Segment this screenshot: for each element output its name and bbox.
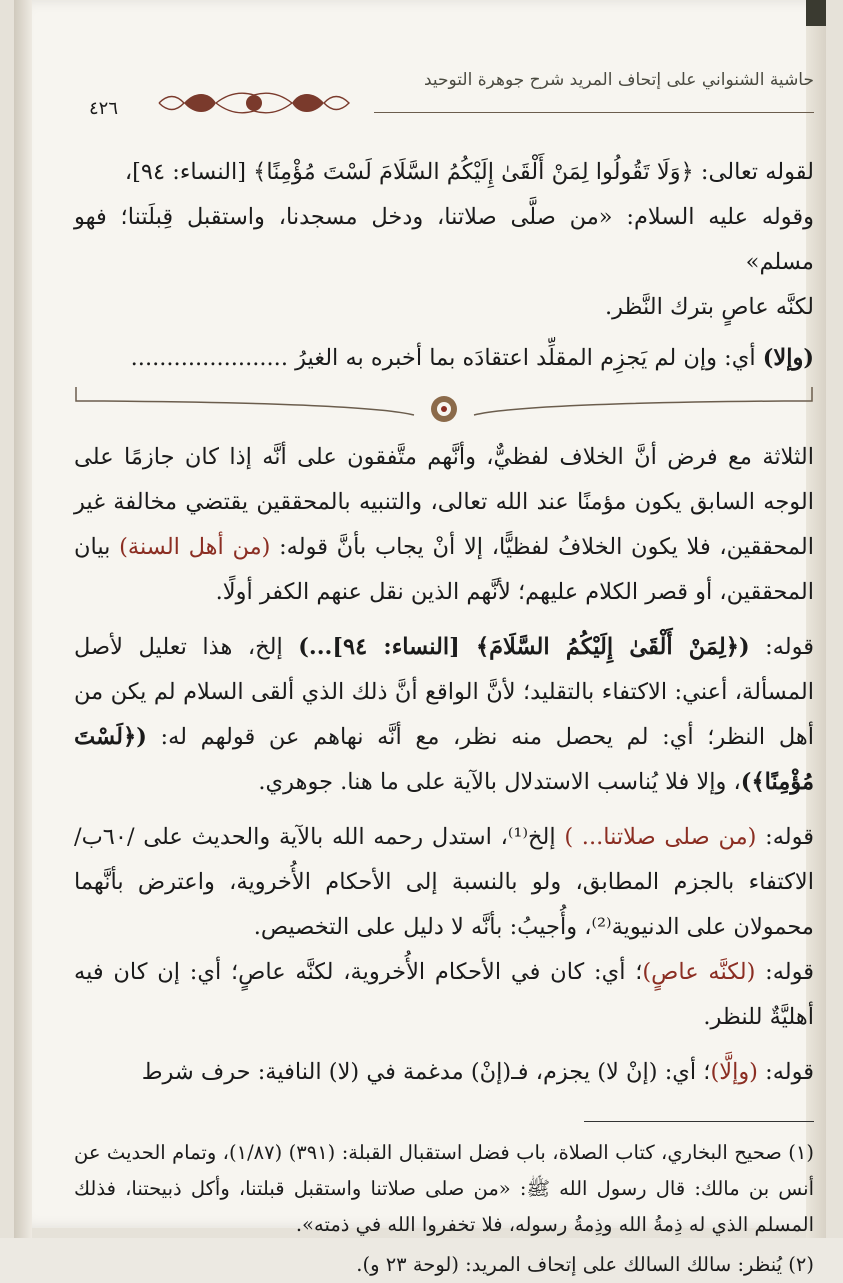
cover-corner (806, 0, 826, 26)
matn-paragraph-2-text: أي: وإن لم يَجزِم المقلِّد اعتقادَه بما أخبره به الغيرُ ...................... (130, 345, 763, 371)
commentary-paragraph-3 (74, 815, 814, 950)
commentary-text-end: بيان المحققين، أو قصر الكلام عليهم؛ لأنَّهم الذين نقل عنهم الكفر أولًا. (74, 534, 814, 605)
hadith-quote: وقوله عليه السلام: «من صلَّى صلاتنا، ودخل مسجدنا، واستقبل قِبلَتنا؛ فهو مسلم» (74, 204, 814, 275)
page-content (74, 60, 814, 1283)
commentary-paragraph-1 (74, 435, 814, 615)
commentary-text: الثلاثة مع فرض أنَّ الخلاف لفظيٌّ، وأنَّهم متَّفقون على أنَّه إذا كان جازمًا على الوجه السابق يكون مؤمنًا عند الله تعالى، والتنبيه بالمحققين يقتضي مخالفة غير المحققين، فلا يكون الخلافُ لفظيًّا، إلا أنْ يجاب بأنَّ قوله: (74, 444, 814, 560)
qawluhu-label: قوله: (756, 824, 815, 850)
commentary-text: ؛ أي: (إنْ لا) يجزم، فـ(إنْ) مدغمة في (لا) النافية: حرف شرط (141, 1059, 711, 1085)
commentary-paragraph-5 (74, 1050, 814, 1095)
commentary-text: ؛ أي: كان في الأحكام الأُخروية، لكنَّه عاصٍ؛ أي: إن كان فيه أهليَّةٌ للنظر. (74, 959, 814, 1030)
commentary-quote: (لكنَّه عاصٍ) (642, 959, 756, 985)
footnote-2: (٢) يُنظر: سالك السالك على إتحاف المريد: (لوحة ٢٣ و). (356, 1253, 814, 1276)
matn-line-2 (74, 195, 814, 285)
matn-line-1 (74, 150, 814, 195)
matn-keyword: (وإلا) (762, 345, 814, 371)
verse-quote: (﴿لِمَنْ أَلْقَىٰ إِلَيْكُمُ السَّلَامَ﴾ [النساء: ٩٤]...) (298, 634, 750, 660)
ornament-divider (74, 381, 814, 429)
commentary-paragraph-2 (74, 625, 814, 805)
divider-flourish-icon (74, 381, 814, 429)
page (14, 0, 826, 1276)
matn-line-3 (74, 285, 814, 330)
footnote-1: (١) صحيح البخاري، كتاب الصلاة، باب فضل استقبال القبلة: (٣٩١) (١/٨٧)، وتمام الحديث عن أنس بن مالك: قال رسول الله ﷺ: «من صلى صلاتنا واستقبل قبلتنا، وأكل ذبيحتنا، فذلك المسلم الذي له ذِمةُ الله وذِمةُ رسوله، فلا تخفروا الله في ذمته». (74, 1141, 814, 1236)
running-title: حاشية الشنواني على إتحاف المريد شرح جوهرة التوحيد (423, 70, 814, 90)
commentary-text: إلخ، هذا تعليل لأصل المسألة، أعني: الاكتفاء بالتقليد؛ لأنَّ الواقع أنَّ ذلك الذي ألقى السلام لم يكن من أهل النظر؛ أي: لم يحصل منه نظر، مع أنَّه نهاهم عن قولهم له: (74, 634, 814, 750)
qawluhu-label: قوله: (749, 634, 814, 660)
header-ornament-icon (154, 86, 354, 120)
commentary-quote: (من أهل السنة) (119, 534, 271, 560)
qawluhu-label: قوله: (755, 959, 815, 985)
page-number: ٤٢٦ (89, 98, 119, 119)
footnote-rule (584, 1121, 814, 1122)
matn-paragraph-2 (74, 336, 814, 381)
commentary-paragraph-4 (74, 950, 814, 1040)
book-spine-shadow (14, 0, 32, 1238)
verse-quote-2: (﴿لَسْتَ مُؤْمِنًا﴾) (74, 724, 814, 795)
commentary-text-end: ، وإلا فلا يُناسب الاستدلال بالآية على ما هنا. جوهري. (258, 769, 741, 795)
commentary-quote: (من صلى صلاتنا... ) (564, 824, 757, 850)
header-rule (374, 112, 814, 113)
matn-line-3-text: لكنَّه عاصٍ بترك النَّظر. (604, 294, 814, 320)
commentary-quote: (وإلَّا) (710, 1059, 758, 1085)
commentary-text: إلخ⁽¹⁾، استدل رحمه الله بالآية والحديث على /٦٠ب/ الاكتفاء بالجزم المطابق، ولو بالنسبة إلى الأحكام الأُخروية، واعترض بأنَّهما محمولان على الدنيوية⁽²⁾، وأُجيبُ: بأنَّه لا دليل على التخصيص. (74, 824, 814, 940)
verse-quote: لقوله تعالى: ﴿وَلَا تَقُولُوا لِمَنْ أَلْقَىٰ إِلَيْكُمُ السَّلَامَ لَسْتَ مُؤْمِنًا﴾ [النساء: ٩٤]، (124, 159, 814, 185)
qawluhu-label: قوله: (757, 1059, 814, 1085)
